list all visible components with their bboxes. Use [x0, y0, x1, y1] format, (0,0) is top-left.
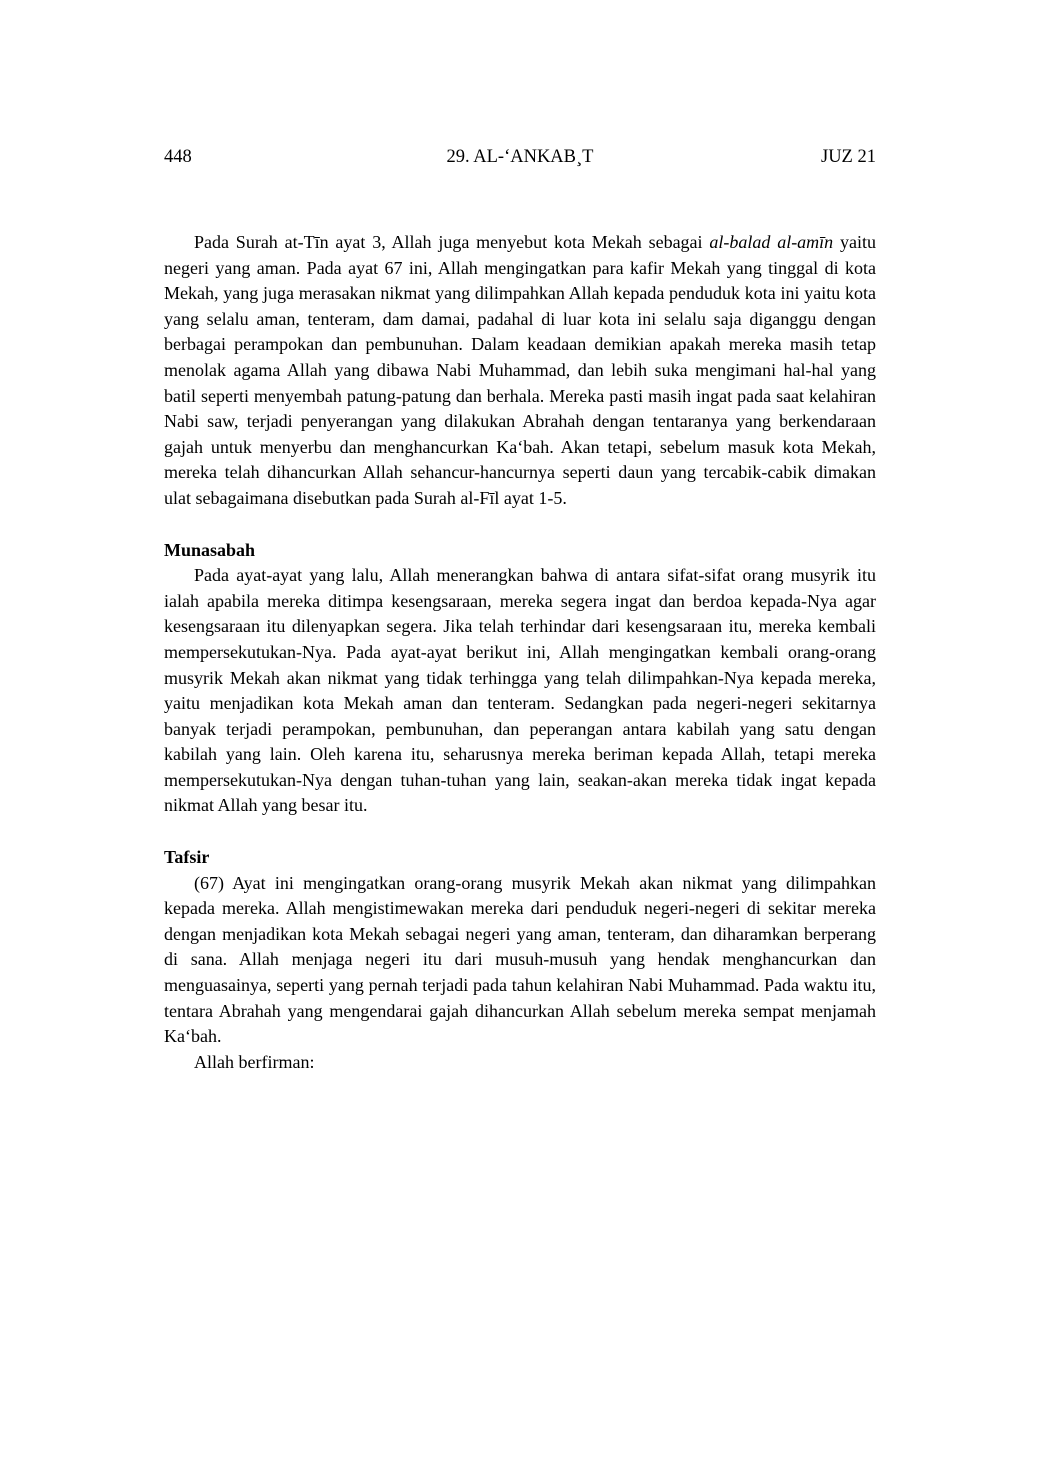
text-block	[164, 146, 876, 1075]
page-header	[164, 146, 876, 168]
munasabah-heading: Munasabah	[164, 539, 256, 560]
intro-paragraph	[164, 230, 876, 512]
closing-line: Allah berfirman:	[194, 1051, 315, 1072]
surah-title: 29. AL-‘ANKAB¸T	[446, 147, 594, 167]
intro-italic-phrase: al-balad al-amīn	[709, 232, 834, 252]
intro-text-after-italic: yaitu negeri yang aman. Pada ayat 67 ini, Allah mengingatkan para kafir Mekah yang tinggal di kota Mekah, yang juga merasakan nikmat yang dilimpahkan Allah kepada penduduk kota ini yaitu kota yang selalu aman, tenteram, dam damai, padahal di luar kota ini selalu saja diganggu dengan berbagai perampokan dan pembunuhan. Dalam keadaan demikian apakah mereka masih tetap menolak agama Allah yang dibawa Nabi Muhammad, dan lebih suka mengimani hal-hal yang batil seperti menyembah patung-patung dan berhala. Mereka pasti masih ingat pada saat kelahiran Nabi saw, terjadi penyerangan yang dilakukan Abrahah dengan tentaranya yang berkendaraan gajah untuk menyerbu dan menghancurkan Ka‘bah. Akan tetapi, sebelum masuk kota Mekah, mereka telah dihancurkan Allah sehancur-hancurnya seperti daun yang tercabik-cabik dimakan ulat sebagaimana disebutkan pada Surah al-Fīl ayat 1-5.	[164, 232, 876, 508]
page-number: 448	[164, 147, 192, 167]
juz-label: JUZ 21	[821, 147, 876, 167]
tafsir-paragraph: (67) Ayat ini mengingatkan orang-orang musyrik Mekah akan nikmat yang dilimpahkan kepada mereka. Allah mengistimewakan mereka dari penduduk negeri-negeri di sekitar mereka dengan menjadikan kota Mekah sebagai negeri yang aman, tenteram, dan diharamkan berperang di sana. Allah menjaga negeri itu dari musuh-musuh yang hendak menghancurkan dan menguasainya, seperti yang pernah terjadi pada tahun kelahiran Nabi Muhammad. Pada waktu itu, tentara Abrahah yang mengendarai gajah dihancurkan Allah sebelum mereka sempat menjamah Ka‘bah.	[164, 872, 876, 1047]
tafsir-heading: Tafsir	[164, 847, 210, 868]
intro-text-before-italic: Pada Surah at-Tīn ayat 3, Allah juga menyebut kota Mekah sebagai	[194, 232, 710, 252]
munasabah-paragraph: Pada ayat-ayat yang lalu, Allah menerangkan bahwa di antara sifat-sifat orang musyrik itu ialah apabila mereka ditimpa kesengsaraan, mereka segera ingat dan berdoa kepada-Nya agar kesengsaraan itu dilenyapkan segera. Jika telah terhindar dari kesengsaraan itu, mereka kembali mempersekutukan-Nya. Pada ayat-ayat berikut ini, Allah mengingatkan kembali orang-orang musyrik Mekah akan nikmat yang tidak terhingga yang telah dilimpahkan-Nya kepada mereka, yaitu menjadikan kota Mekah aman dan tenteram. Sedangkan pada negeri-negeri sekitarnya banyak terjadi perampokan, pembunuhan, dan peperangan antara kabilah yang satu dengan kabilah yang lain. Oleh karena itu, seharusnya mereka beriman kepada Allah, tetapi mereka mempersekutukan-Nya dengan tuhan-tuhan yang lain, seakan-akan mereka tidak ingat kepada nikmat Allah yang besar itu.	[164, 565, 876, 816]
